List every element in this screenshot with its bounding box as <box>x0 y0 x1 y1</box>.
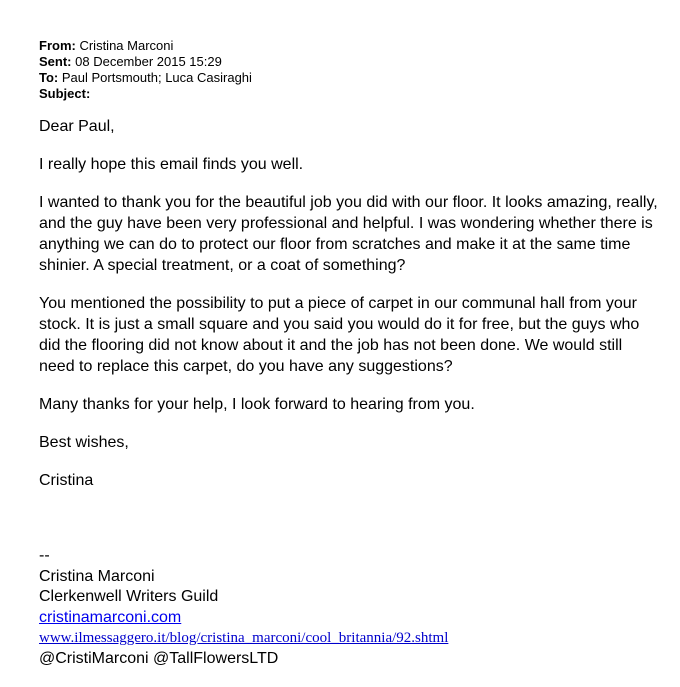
from-label: From: <box>39 38 76 53</box>
signature-name: Cristina Marconi <box>39 567 155 585</box>
to-value: Paul Portsmouth; Luca Casiraghi <box>61 70 252 85</box>
to-label: To: <box>39 70 59 85</box>
to-row <box>39 70 252 86</box>
sender-name: Cristina <box>39 472 94 489</box>
paragraph-2: I wanted to thank you for the beautiful job you did with our floor. It looks amazing, really, and the guy have been very professional and helpful. I was wondering whether there is anything we can do to protect our floor from scratches and make it at the same time shinier. A special treatment, or a coat of something? <box>39 194 658 274</box>
email-body <box>39 116 659 508</box>
blog-link[interactable]: www.ilmessaggero.it/blog/cristina_marconi/cool_britannia/92.shtml <box>39 630 449 646</box>
closing: Best wishes, <box>39 434 129 451</box>
signature-org: Clerkenwell Writers Guild <box>39 588 219 605</box>
paragraph-1: I really hope this email finds you well. <box>39 156 304 173</box>
subject-row <box>39 86 252 102</box>
website-link[interactable]: cristinamarconi.com <box>39 608 182 626</box>
greeting: Dear Paul, <box>39 118 115 135</box>
email-signature <box>39 546 448 669</box>
sent-value: 08 December 2015 15:29 <box>75 54 222 69</box>
from-row <box>39 38 252 54</box>
from-value: Cristina Marconi <box>79 38 174 53</box>
paragraph-4: Many thanks for your help, I look forward to hearing from you. <box>39 396 475 413</box>
sent-row <box>39 54 252 70</box>
email-header <box>39 38 252 102</box>
sent-label: Sent: <box>39 54 72 69</box>
paragraph-3: You mentioned the possibility to put a piece of carpet in our communal hall from your stock. It is just a small square and you said you would do it for free, but the guys who did the flooring did not know about it and the job has not been done. We would still need to replace this carpet, do you have any suggestions? <box>39 295 640 375</box>
social-handles: @CristiMarconi @TallFlowersLTD <box>39 649 279 667</box>
subject-label: Subject: <box>39 86 91 101</box>
signature-separator: -- <box>39 547 50 564</box>
